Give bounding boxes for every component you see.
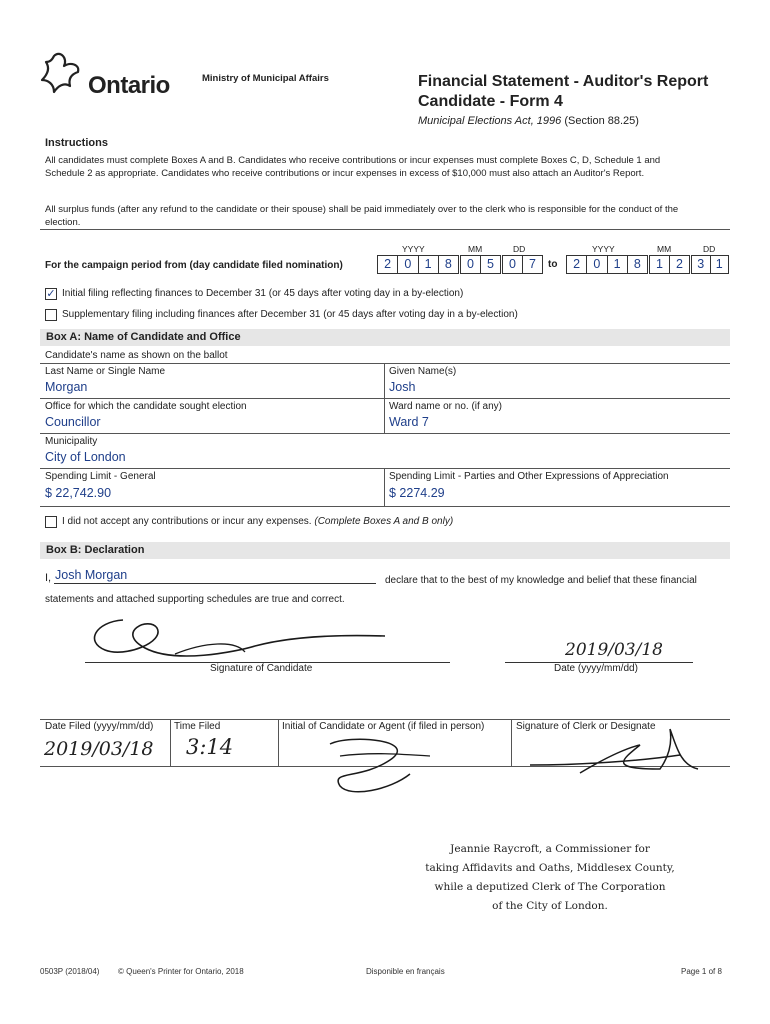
to-year-field[interactable]: 2 0 1 8 bbox=[566, 255, 648, 274]
ballot-note: Candidate's name as shown on the ballot bbox=[45, 350, 228, 361]
act-reference bbox=[418, 115, 639, 127]
stamp-line-4: of the City of London. bbox=[492, 900, 608, 912]
form-subtitle: Candidate - Form 4 bbox=[418, 93, 563, 110]
to-label: to bbox=[548, 259, 558, 270]
commissioner-stamp bbox=[400, 840, 700, 916]
from-mm-label: MM bbox=[468, 244, 483, 254]
from-year-field[interactable]: 2 0 1 8 bbox=[377, 255, 459, 274]
declaration-date-field[interactable]: 2019/03/18 bbox=[565, 640, 663, 660]
to-dd-label: DD bbox=[703, 244, 716, 254]
page-number: Page 1 of 8 bbox=[681, 967, 722, 976]
time-filed-field[interactable]: 3:14 bbox=[186, 735, 234, 759]
stamp-line-1: Jeannie Raycroft, a Commissioner for bbox=[450, 843, 650, 855]
copyright: © Queen's Printer for Ontario, 2018 bbox=[118, 967, 244, 976]
form-code: 0503P (2018/04) bbox=[40, 967, 100, 976]
municipality-field[interactable]: City of London bbox=[45, 450, 126, 464]
ministry-name: Ministry of Municipal Affairs bbox=[202, 73, 329, 84]
office-label: Office for which the candidate sought election bbox=[45, 401, 247, 412]
instructions-heading: Instructions bbox=[45, 137, 108, 149]
act-section: (Section 88.25) bbox=[564, 115, 639, 127]
from-month-field[interactable]: 0 5 bbox=[460, 255, 501, 274]
date-filed-label: Date Filed (yyyy/mm/dd) bbox=[45, 721, 154, 732]
instructions-para1: All candidates must complete Boxes A and B. Candidates who receive contributions or incur expenses must complete Boxes C, D, Schedule 1 and Schedule 2 as appropriate. Candidates who receive contributions or incur expenses in excess of $10,000 must also attach an Auditor's Report. bbox=[45, 155, 661, 179]
municipality-label: Municipality bbox=[45, 436, 98, 447]
french-availability: Disponible en français bbox=[366, 967, 445, 976]
instructions-para2: All surplus funds (after any refund to the candidate or their spouse) shall be paid immediately over to the clerk who is responsible for the conduct of the election. bbox=[45, 204, 679, 228]
form-title: Financial Statement - Auditor's Report bbox=[418, 73, 709, 90]
to-mm-label: MM bbox=[657, 244, 672, 254]
declaration-text: declare that to the best of my knowledge and belief that these financial bbox=[385, 575, 697, 586]
initial-label: Initial of Candidate or Agent (if filed in person) bbox=[282, 721, 485, 732]
box-a-header: Box A: Name of Candidate and Office bbox=[40, 329, 730, 346]
from-dd-label: DD bbox=[513, 244, 526, 254]
declaration-date-label: Date (yyyy/mm/dd) bbox=[554, 663, 638, 674]
spending-limit-parties-field[interactable]: $ 2274.29 bbox=[389, 486, 445, 500]
initial-filing-label: Initial filing reflecting finances to December 31 (or 45 days after voting day in a by-election) bbox=[62, 288, 464, 299]
no-contributions-checkbox[interactable] bbox=[45, 516, 57, 528]
ward-label: Ward name or no. (if any) bbox=[389, 401, 503, 412]
clerk-signature-label: Signature of Clerk or Designate bbox=[516, 721, 656, 732]
spending-limit-parties-label: Spending Limit - Parties and Other Expressions of Appreciation bbox=[389, 471, 669, 482]
spending-limit-general-label: Spending Limit - General bbox=[45, 471, 156, 482]
declarant-name-field[interactable]: Josh Morgan bbox=[55, 568, 128, 582]
supplementary-filing-label: Supplementary filing including finances after December 31 (or 45 days after voting day in a by-election) bbox=[62, 309, 518, 320]
time-filed-label: Time Filed bbox=[174, 721, 221, 732]
from-day-field[interactable]: 0 7 bbox=[502, 255, 543, 274]
from-yyyy-label: YYYY bbox=[402, 244, 425, 254]
no-contributions-label: I did not accept any contributions or incur any expenses. (Complete Boxes A and B only) bbox=[62, 516, 454, 527]
candidate-initial[interactable] bbox=[300, 730, 450, 800]
office-field[interactable]: Councillor bbox=[45, 415, 101, 429]
to-month-field[interactable]: 1 2 bbox=[649, 255, 690, 274]
to-day-field[interactable]: 3 1 bbox=[691, 255, 729, 274]
ward-field[interactable]: Ward 7 bbox=[389, 415, 429, 429]
last-name-label: Last Name or Single Name bbox=[45, 366, 166, 377]
spending-limit-general-field[interactable]: $ 22,742.90 bbox=[45, 486, 112, 500]
stamp-line-2: taking Affidavits and Oaths, Middlesex County, bbox=[425, 862, 675, 874]
given-names-field[interactable]: Josh bbox=[389, 380, 416, 394]
logo-text: Ontario bbox=[88, 72, 170, 99]
act-name: Municipal Elections Act, 1996 bbox=[418, 115, 562, 127]
signature-label: Signature of Candidate bbox=[210, 663, 313, 674]
declarant-prefix: I, bbox=[45, 572, 52, 584]
stamp-line-3: while a deputized Clerk of The Corporation bbox=[434, 881, 666, 893]
period-label: For the campaign period from (day candidate filed nomination) bbox=[45, 260, 343, 271]
given-names-label: Given Name(s) bbox=[389, 366, 457, 377]
supplementary-filing-checkbox[interactable] bbox=[45, 309, 57, 321]
initial-filing-checkbox[interactable]: ✓ bbox=[46, 288, 56, 300]
date-filed-field[interactable]: 2019/03/18 bbox=[44, 738, 154, 760]
trillium-icon bbox=[40, 48, 92, 98]
clerk-signature[interactable] bbox=[520, 725, 710, 785]
box-b-header: Box B: Declaration bbox=[40, 542, 730, 559]
declaration-text-2: statements and attached supporting schedules are true and correct. bbox=[45, 594, 345, 605]
last-name-field[interactable]: Morgan bbox=[45, 380, 88, 394]
ontario-logo bbox=[40, 48, 185, 98]
to-yyyy-label: YYYY bbox=[592, 244, 615, 254]
